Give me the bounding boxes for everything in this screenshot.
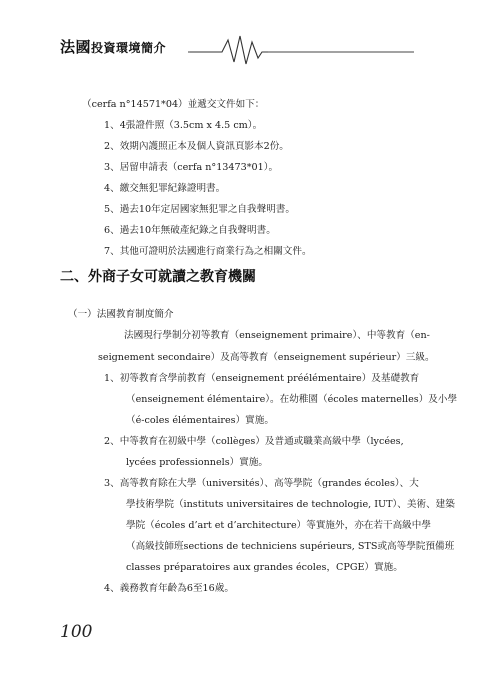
body-line: 2、中等教育在初級中學（collèges）及普通或職業高級中學（lycées, (104, 436, 404, 447)
list-item: 6、過去10年無破產紀錄之自我聲明書。 (104, 225, 276, 236)
list-item: 2、效期內護照正本及個人資訊頁影本2份。 (104, 141, 289, 152)
page-number: 100 (60, 622, 93, 642)
body-line: （é-coles élémentaires）實施。 (126, 415, 274, 426)
list-item: 3、居留申請表（cerfa n°13473*01）。 (104, 162, 279, 173)
body-line: 4、義務教育年齡為6至16歲。 (104, 583, 234, 594)
list-item: 1、4張證件照（3.5cm x 4.5 cm）。 (104, 120, 263, 131)
list-item: （cerfa n°14571*04）並遞交文件如下： (82, 99, 265, 110)
body-line: 3、高等教育除在大學（universités）、高等學院（grandes écoles）、大 (104, 478, 419, 489)
intro-requirements-list (82, 98, 312, 266)
header-title-main: 法國 (60, 38, 92, 56)
body-line: 1、初等教育含學前教育（enseignement préélémentaire）及基礎教育 (104, 373, 420, 384)
header-title-sub: 投資環境簡介 (91, 41, 167, 55)
list-item: 4、繳交無犯罪紀錄證明書。 (104, 183, 226, 194)
body-line: lycées professionnels）實施。 (126, 457, 269, 468)
body-line: （高級技師班sections de techniciens supérieurs, STS或高等學院預備班 (126, 541, 455, 552)
body-line: （enseignement élémentaire）。在幼稚園（écoles maternelles）及小學 (126, 394, 458, 405)
section-heading: 二、外商子女可就讀之教育機關 (60, 269, 256, 285)
body-line: seignement secondaire）及高等教育（enseignement supérieur）三級。 (98, 352, 435, 363)
body-line: 學技術學院（instituts universitaires de technologie, IUT）、美術、建築 (126, 499, 455, 510)
body-line: classes préparatoires aux grandes écoles，CPGE）實施。 (126, 562, 403, 573)
body-line: 學院（écoles d’art et d’architecture）等實施外，亦在若干高級中學 (126, 520, 431, 531)
list-item: 5、過去10年定居國家無犯罪之自我聲明書。 (104, 204, 295, 215)
list-item: 7、其他可證明於法國進行商業行為之相關文件。 (104, 246, 312, 257)
header-title (60, 36, 166, 57)
body-line: 法國現行學制分初等教育（enseignement primaire）、中等教育（en- (124, 330, 430, 341)
sub-heading: （一）法國教育制度簡介 (68, 309, 174, 320)
running-header (0, 28, 480, 68)
